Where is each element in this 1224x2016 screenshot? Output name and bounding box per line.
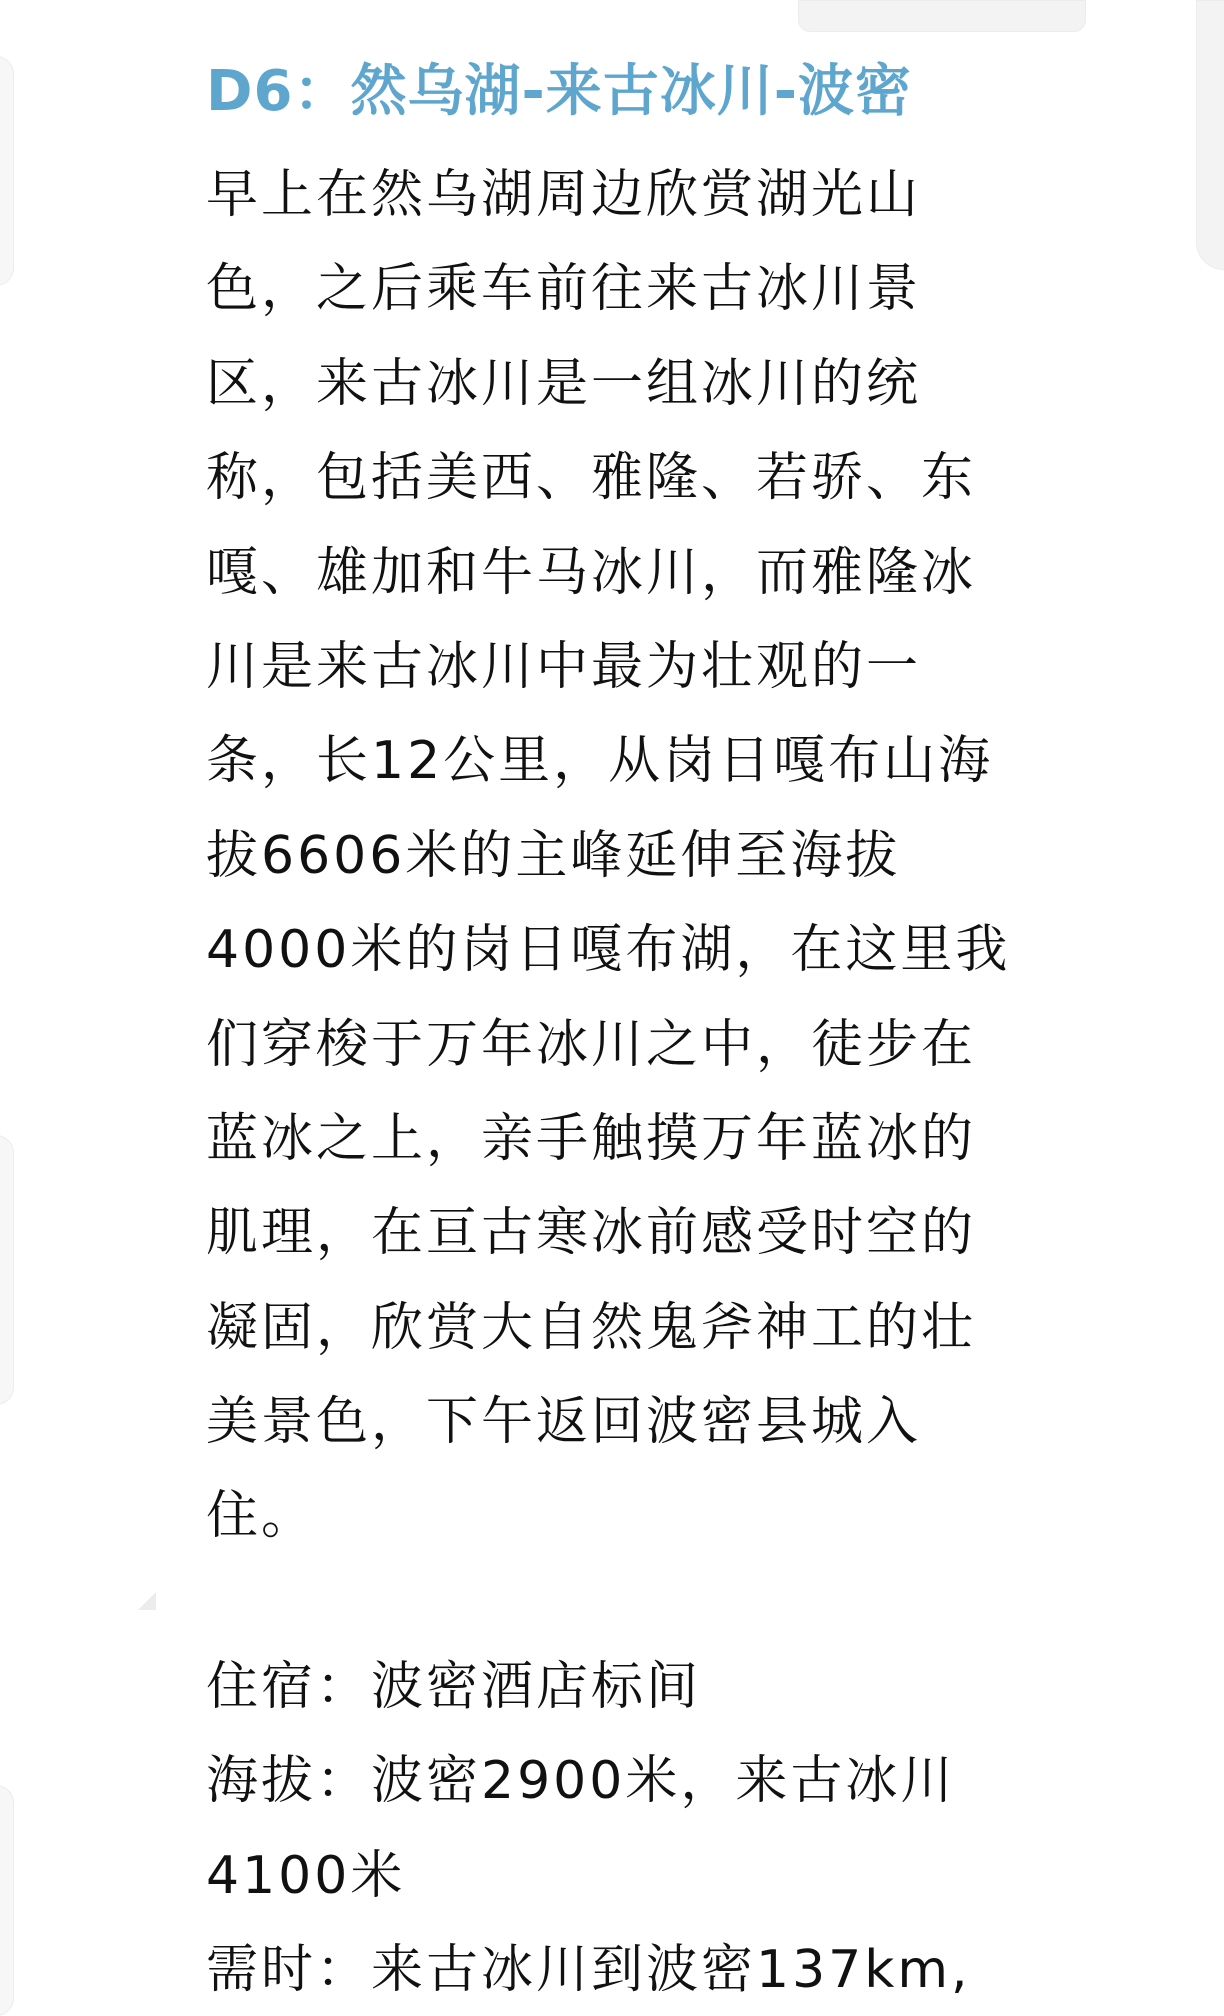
description-line: 嘎、雄加和牛马冰川，而雅隆冰 xyxy=(206,542,977,603)
altitude-line: 海拔：波密2900米，来古冰川 xyxy=(206,1751,956,1812)
description-line: 条，长12公里，从岗日嘎布山海 xyxy=(206,731,994,792)
description-line: 早上在然乌湖周边欣赏湖光山 xyxy=(206,165,922,225)
description-line: 肌理，在亘古寒冰前感受时空的 xyxy=(206,1203,977,1264)
description-line: 称，包括美西、雅隆、若骄、东 xyxy=(206,448,977,509)
description-line: 凝固，欣赏大自然鬼斧神工的壮 xyxy=(206,1297,977,1358)
description-line: 蓝冰之上，亲手触摸万年蓝冰的 xyxy=(206,1108,977,1169)
top-edge-tab xyxy=(798,0,1086,32)
trip-info xyxy=(206,1640,1026,2016)
accommodation-line: 住宿：波密酒店标间 xyxy=(206,1657,702,1717)
left-edge-handle xyxy=(0,1135,14,1405)
description-line: 区，来古冰川是一组冰川的统 xyxy=(206,353,922,414)
corner-fold-decoration xyxy=(138,1592,160,1614)
duration-line: 需时：来古冰川到波密137km, xyxy=(206,1940,971,2001)
description-line: 色，之后乘车前往来古冰川景 xyxy=(206,259,922,320)
altitude-line-continued: 4100米 xyxy=(206,1845,406,1906)
description-line: 们穿梭于万年冰川之中，徒步在 xyxy=(206,1014,977,1075)
description-line: 川是来古冰川中最为壮观的一 xyxy=(206,636,922,697)
left-edge-handle xyxy=(0,56,14,286)
description-line: 美景色，下午返回波密县城入 xyxy=(206,1392,922,1453)
day-title: D6：然乌湖-来古冰川-波密 xyxy=(206,59,912,124)
description-line: 拔6606米的主峰延伸至海拔 xyxy=(206,825,901,886)
left-edge-handle xyxy=(0,1785,14,2016)
description-line: 4000米的岗日嘎布湖，在这里我 xyxy=(206,920,1011,981)
itinerary-description xyxy=(206,148,1026,1564)
description-line: 住。 xyxy=(206,1486,317,1547)
right-edge-panel xyxy=(1196,0,1224,270)
